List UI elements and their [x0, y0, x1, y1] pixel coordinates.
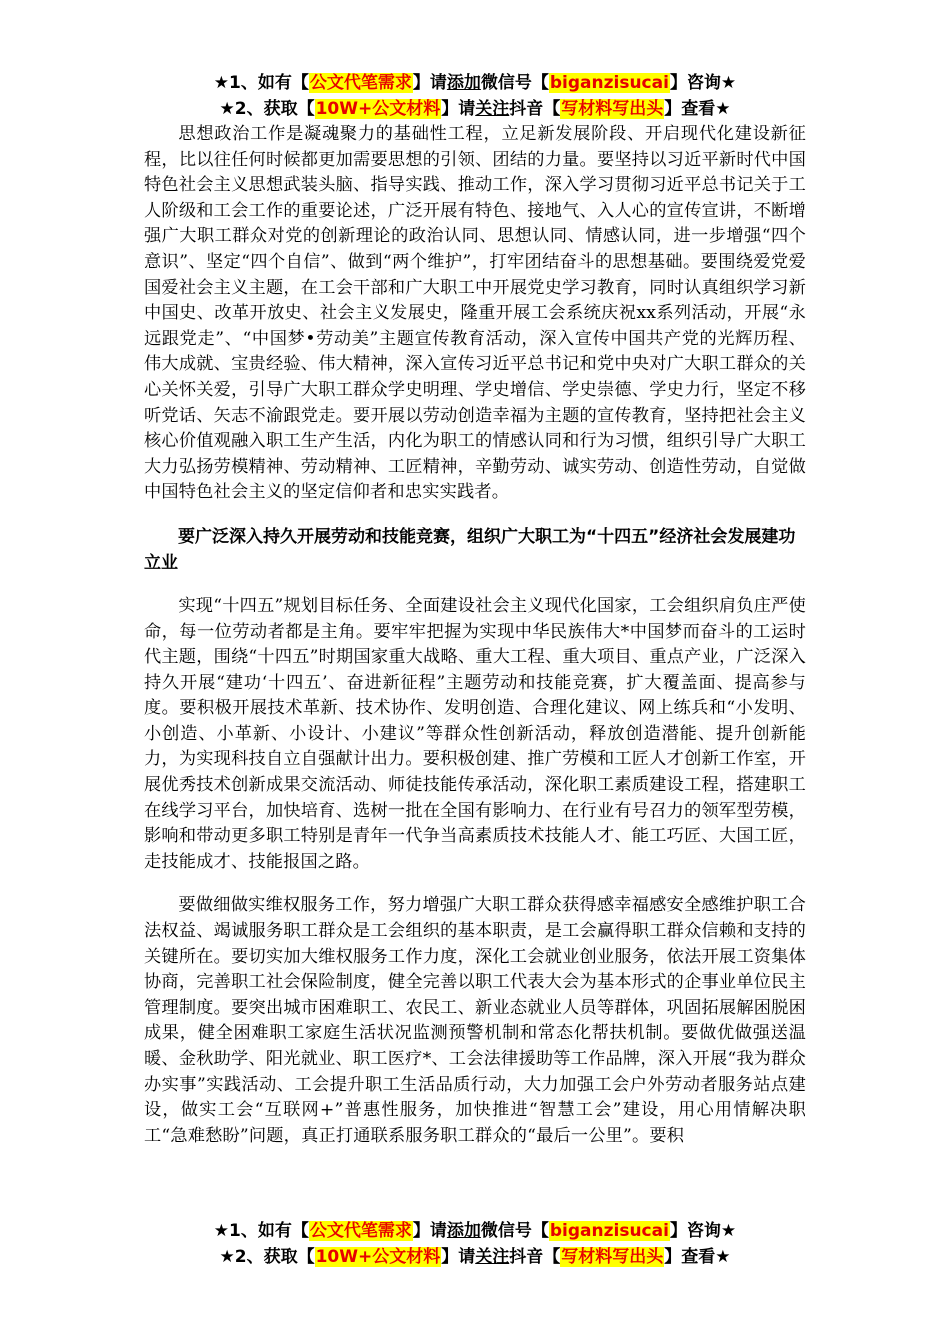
paragraph-3: 要做细做实维权服务工作，努力增强广大职工群众获得感幸福感安全感维护职工合法权益、竭诚服务职工群众是工会组织的基本职责，是工会赢得职工群众信赖和支持的关键所在。要切实加大维权服务工作力度，深化工会就业创业服务，依法开展工资集体协商，完善职工社会保险制度，健全完善以职工代表大会为基本形式的企事业单位民主管理制度。要突出城市困难职工、农民工、新业态就业人员等群体，巩固拓展解困脱困成果，健全困难职工家庭生活状况监测预警机制和常态化帮扶机制。要做优做强送温暖、金秋助学、阳光就业、职工医疗*、工会法律援助等工作品牌，深入开展“我为群众办实事”实践活动、工会提升职工生活品质行动，大力加强工会户外劳动者服务站点建设，做实工会“互联网+”普惠性服务，加快推进“智慧工会”建设，用心用情解决职工“急难愁盼”问题，真正打通联系服务职工群众的“最后一公里”。要积 — [144, 895, 806, 1146]
banner-text: 】查看★ — [664, 1247, 731, 1267]
highlight-text: 公文代笔需求 — [309, 73, 412, 93]
highlight-text: 写材料写出头 — [561, 1247, 664, 1267]
document-body — [144, 122, 806, 1149]
section-heading: 要广泛深入持久开展劳动和技能竞赛，组织广大职工为“十四五”经济社会发展建功立业 — [144, 526, 796, 573]
banner-text: ★1、如有【 — [213, 1221, 309, 1241]
banner-text: 】请 — [441, 99, 476, 119]
paragraph-spacer — [144, 506, 806, 524]
banner-line-1 — [0, 1218, 950, 1244]
header-banner — [0, 70, 950, 122]
paragraph-spacer — [144, 576, 806, 594]
footer-banner — [0, 1218, 950, 1270]
underlined-text: 添加 — [446, 73, 481, 93]
banner-text: 微信号【 — [480, 1221, 549, 1241]
banner-line-1 — [0, 70, 950, 96]
highlight-text: 写材料写出头 — [561, 99, 664, 119]
underlined-text: 关注 — [475, 99, 510, 119]
underlined-text: 添加 — [446, 1221, 481, 1241]
highlight-text: 公文代笔需求 — [309, 1221, 412, 1241]
paragraph-spacer — [144, 875, 806, 893]
banner-text: ★2、获取【 — [219, 1247, 315, 1267]
banner-text: 抖音【 — [509, 1247, 561, 1267]
banner-text: 抖音【 — [509, 99, 561, 119]
paragraph-2: 实现“十四五”规划目标任务、全面建设社会主义现代化国家，工会组织肩负庄严使命，每一位劳动者都是主角。要牢牢把握为实现中华民族伟大*中国梦而奋斗的工运时代主题，围绕“十四五”时期国家重大战略、重大工程、重大项目、重点产业，广泛深入持久开展“建功‘十四五’、奋进新征程”主题劳动和技能竞赛，扩大覆盖面、提高参与度。要积极开展技术革新、技术协作、发明创造、合理化建议、网上练兵和“小发明、小创造、小革新、小设计、小建议”等群众性创新活动，释放创造潜能、提升创新能力，为实现科技自立自强献计出力。要积极创建、推广劳模和工匠人才创新工作室，开展优秀技术创新成果交流活动、师徒技能传承活动，深化职工素质建设工程，搭建职工在线学习平台，加快培育、选树一批在全国有影响力、在行业有号召力的领军型劳模，影响和带动更多职工特别是青年一代争当高素质技术技能人才、能工巧匠、大国工匠，走技能成才、技能报国之路。 — [144, 595, 806, 872]
banner-text: 】请 — [441, 1247, 476, 1267]
banner-text: 】咨询★ — [669, 1221, 737, 1241]
banner-line-2 — [0, 1244, 950, 1270]
highlight-text: 10W+公文材料 — [315, 99, 441, 119]
banner-text: 】请 — [412, 1221, 447, 1241]
underlined-text: 关注 — [475, 1247, 510, 1267]
highlight-text: biganzisucai — [549, 73, 669, 93]
banner-text: 】查看★ — [664, 99, 731, 119]
banner-text: 微信号【 — [480, 73, 549, 93]
banner-text: ★1、如有【 — [213, 73, 309, 93]
banner-text: ★2、获取【 — [219, 99, 315, 119]
paragraph-1: 思想政治工作是凝魂聚力的基础性工程，立足新发展阶段、开启现代化建设新征程，比以往任何时候都更加需要思想的引领、团结的力量。要坚持以习近平新时代中国特色社会主义思想武装头脑、指导实践、推动工作，深入学习贯彻习近平总书记关于工人阶级和工会工作的重要论述，广泛开展有特色、接地气、入人心的宣传宣讲，不断增强广大职工群众对党的创新理论的政治认同、思想认同、情感认同，进一步增强“四个意识”、坚定“四个自信”、做到“两个维护”，打牢团结奋斗的思想基础。要围绕爱党爱国爱社会主义主题，在工会干部和广大职工中开展党史学习教育，同时认真组织学习新中国史、改革开放史、社会主义发展史，隆重开展工会系统庆祝xx系列活动，开展“永远跟党走”、“中国梦•劳动美”主题宣传教育活动，深入宣传中国共产党的光辉历程、伟大成就、宝贵经验、伟大精神，深入宣传习近平总书记和党中央对广大职工群众的关心关怀关爱，引导广大职工群众学史明理、学史增信、学史崇德、学史力行，坚定不移听党话、矢志不渝跟党走。要开展以劳动创造幸福为主题的宣传教育，坚持把社会主义核心价值观融入职工生产生活，内化为职工的情感认同和行为习惯，组织引导广大职工大力弘扬劳模精神、劳动精神、工匠精神，辛勤劳动、诚实劳动、创造性劳动，自觉做中国特色社会主义的坚定信仰者和忠实实践者。 — [144, 124, 806, 503]
banner-text: 】咨询★ — [669, 73, 737, 93]
banner-line-2 — [0, 96, 950, 122]
banner-text: 】请 — [412, 73, 447, 93]
highlight-text: 10W+公文材料 — [315, 1247, 441, 1267]
highlight-text: biganzisucai — [549, 1221, 669, 1241]
